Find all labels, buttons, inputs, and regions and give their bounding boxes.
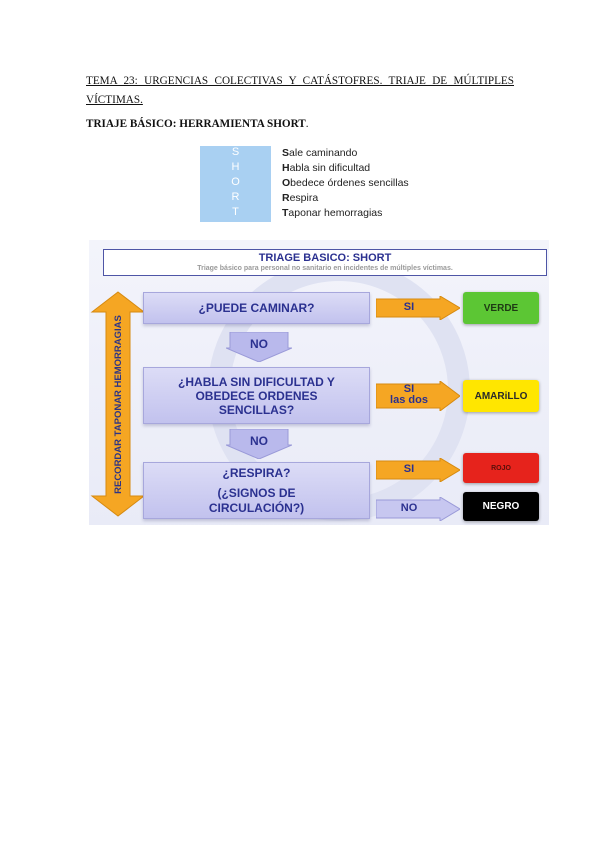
question-speak-line2: OBEDECE ORDENES <box>195 388 318 403</box>
no-label-breathe: NO <box>400 502 418 514</box>
short-item-s: Sale caminando <box>282 147 358 159</box>
no-down-arrow-1 <box>226 332 292 362</box>
short-item-r: Respira <box>282 192 319 204</box>
result-rojo <box>463 453 539 483</box>
side-label <box>90 292 146 516</box>
si-label-speak-1: SI <box>403 383 415 395</box>
short-letter-o: O <box>231 176 240 188</box>
result-negro <box>463 492 539 521</box>
question-speak-box <box>143 367 370 424</box>
question-breathe-line3: CIRCULACIÓN?) <box>208 500 305 515</box>
si-label-breathe: SI <box>403 463 415 475</box>
question-walk-text: ¿PUEDE CAMINAR? <box>198 301 315 315</box>
no-down-label-1: NO <box>250 337 268 351</box>
question-breathe-box <box>143 462 370 519</box>
short-letters-column <box>200 146 271 222</box>
result-negro-label: NEGRO <box>482 501 520 512</box>
no-down-arrow-2 <box>226 429 292 459</box>
side-label-text: RECORDAR TAPONAR HEMORRAGIAS <box>112 314 124 494</box>
question-speak-line3: SENCILLAS? <box>218 402 295 417</box>
short-item-o: Obedece órdenes sencillas <box>282 177 409 189</box>
result-amarillo <box>463 380 539 412</box>
question-walk-box <box>143 292 370 324</box>
no-down-label-2: NO <box>250 434 268 448</box>
si-arrow-speak <box>376 381 460 411</box>
question-speak-line1: ¿HABLA SIN DIFICULTAD Y <box>178 374 335 389</box>
short-letter-s: S <box>231 146 240 158</box>
result-rojo-label: ROJO <box>491 464 511 472</box>
question-breathe-line2: (¿SIGNOS DE <box>217 485 296 500</box>
document-title: TEMA 23: URGENCIAS COLECTIVAS Y CATÁSTOFRES. TRIAJE DE MÚLTIPLES VÍCTIMAS. <box>86 75 514 106</box>
result-amarillo-label: AMARiLLO <box>474 390 528 402</box>
short-letter-r: R <box>231 191 240 203</box>
si-label-walk: SI <box>403 301 415 313</box>
short-item-h: Habla sin dificultad <box>282 162 371 174</box>
short-letter-t: T <box>232 206 239 218</box>
triage-subtitle: Triage básico para personal no sanitario en incidentes de múltiples víctimas. <box>197 265 453 272</box>
si-arrow-walk <box>376 296 460 320</box>
triage-title: TRIAGE BASICO: SHORT <box>258 252 392 264</box>
triage-header-box <box>103 249 547 276</box>
document-subtitle <box>86 118 309 130</box>
no-arrow-breathe <box>376 497 460 521</box>
short-item-t: Taponar hemorragias <box>282 207 383 219</box>
si-arrow-breathe <box>376 458 460 482</box>
subtitle-text: TRIAJE BÁSICO: HERRAMIENTA SHORT <box>86 118 306 130</box>
result-verde-label: VERDE <box>483 302 519 314</box>
si-label-speak-2: las dos <box>390 394 428 406</box>
short-letter-h: H <box>231 161 240 173</box>
question-breathe-line1: ¿RESPIRA? <box>222 465 291 480</box>
result-verde <box>463 292 539 324</box>
subtitle-period: . <box>305 118 309 130</box>
